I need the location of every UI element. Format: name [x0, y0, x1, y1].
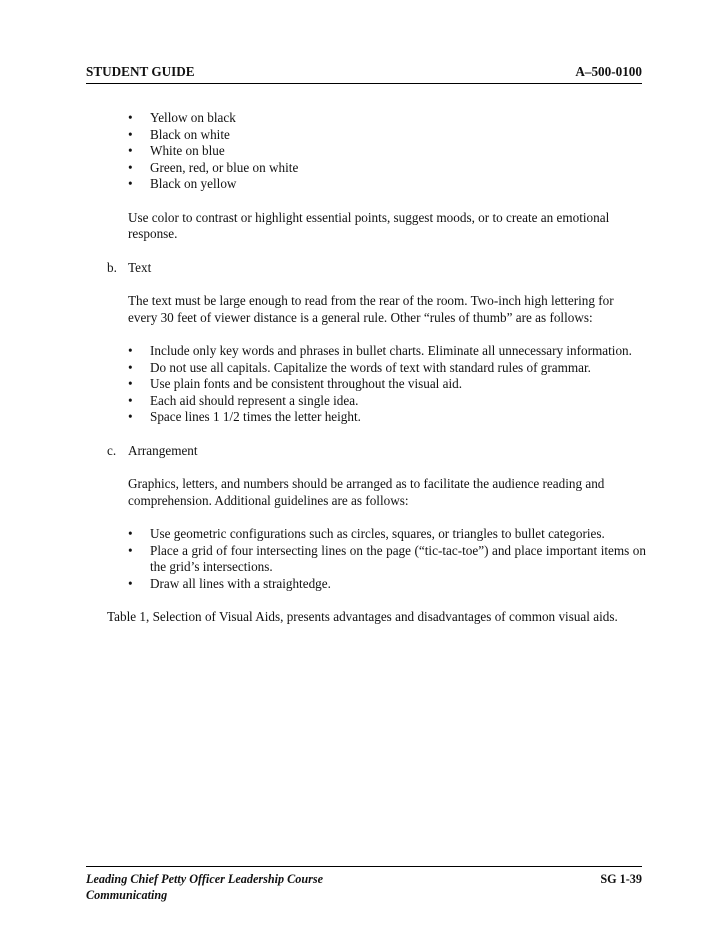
list-item: • Each aid should represent a single idea. [86, 393, 646, 410]
page-footer [86, 866, 642, 903]
section-letter: c. [107, 442, 117, 458]
list-item: • Use plain fonts and be consistent throughout the visual aid. [86, 376, 646, 393]
arrangement-paragraph: Graphics, letters, and numbers should be arranged as to facilitate the audience reading and comprehension. Additional guidelines are as follows: [128, 476, 605, 508]
page-content [86, 110, 646, 626]
footer-course: Leading Chief Petty Officer Leadership Course [86, 872, 324, 886]
list-item: • Draw all lines with a straightedge. [86, 576, 646, 593]
section-heading-text [86, 260, 646, 277]
color-paragraph: Use color to contrast or highlight essential points, suggest moods, or to create an emotional response. [128, 209, 610, 241]
section-letter: b. [107, 259, 117, 275]
section-title: Text [128, 259, 152, 275]
text-paragraph: The text must be large enough to read from the rear of the room. Two-inch high lettering for every 30 feet of viewer distance is a general rule. Other “rules of thumb” are as follows: [128, 293, 614, 325]
text-rules-list [86, 343, 646, 426]
section-title: Arrangement [128, 442, 198, 458]
list-item: • Yellow on black [86, 110, 646, 127]
list-item: • Black on white [86, 127, 646, 144]
list-item: • Space lines 1 1/2 times the letter height. [86, 409, 646, 426]
footer-topic: Communicating [86, 888, 168, 902]
section-heading-arrangement [86, 443, 646, 460]
list-item: • Do not use all capitals. Capitalize the words of text with standard rules of grammar. [86, 360, 646, 377]
list-item: • Black on yellow [86, 176, 646, 193]
color-combination-list [86, 110, 646, 193]
arrangement-rules-list [86, 526, 646, 592]
list-item: • Use geometric configurations such as circles, squares, or triangles to bullet categories. [86, 526, 646, 543]
header-doc-number: A–500-0100 [575, 64, 642, 79]
list-item: • Green, red, or blue on white [86, 160, 646, 177]
list-item: • White on blue [86, 143, 646, 160]
list-item: • Include only key words and phrases in bullet charts. Eliminate all unnecessary information. [86, 343, 646, 360]
closing-paragraph: Table 1, Selection of Visual Aids, presents advantages and disadvantages of common visual aids. [107, 609, 618, 624]
list-item: • Place a grid of four intersecting lines on the page (“tic-tac-toe”) and place important items on the grid’s intersections. [86, 543, 646, 576]
header-title: STUDENT GUIDE [86, 64, 195, 79]
page-header [86, 64, 642, 84]
footer-page-number: SG 1-39 [600, 872, 642, 886]
